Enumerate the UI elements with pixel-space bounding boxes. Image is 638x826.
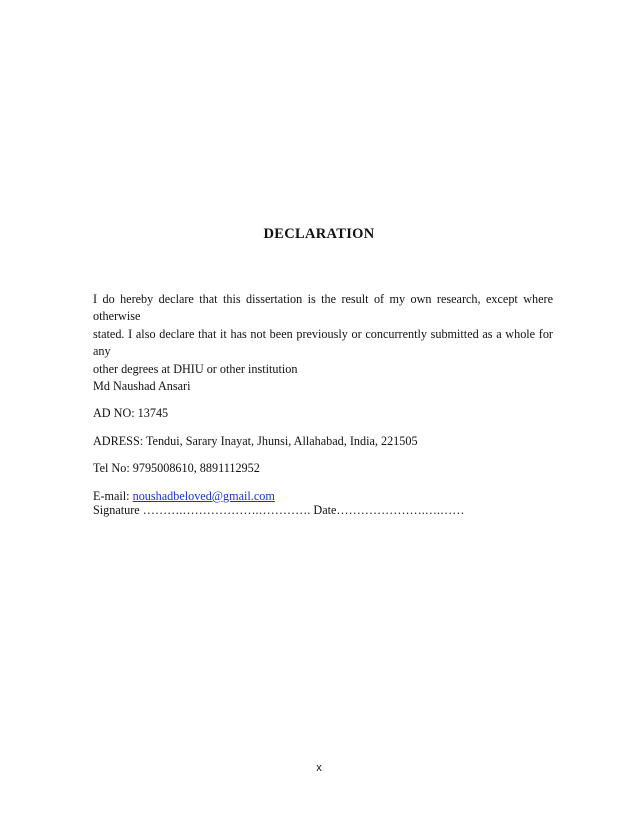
declaration-line-1: I do hereby declare that this dissertation is the result of my own research, except where otherwise — [93, 292, 553, 324]
declaration-line-2: stated. I also declare that it has not been previously or concurrently submitted as a whole for any — [93, 326, 553, 359]
page-number: x — [316, 762, 322, 774]
declaration-line-3: other degrees at DHIU or other institution — [93, 361, 298, 376]
email-link[interactable]: noushadbeloved@gmail.com — [132, 488, 275, 503]
date-label: Date — [313, 503, 337, 517]
author-name: Md Naushad Ansari — [93, 379, 191, 394]
telephone: Tel No: 9795008610, 8891112952 — [93, 461, 260, 476]
declaration-body — [93, 291, 553, 505]
signature-label: Signature — [93, 503, 140, 517]
address: ADRESS: Tendui, Sarary Inayat, Jhunsi, Allahabad, India, 221505 — [93, 433, 418, 448]
signature-line — [93, 503, 464, 518]
signature-dots: ……….……………….…………. — [142, 503, 311, 517]
ad-number: AD NO: 13745 — [93, 406, 169, 421]
page-title: DECLARATION — [263, 226, 375, 242]
email-label: E-mail: — [93, 488, 133, 503]
date-dots: ………………….….…… — [336, 503, 465, 517]
